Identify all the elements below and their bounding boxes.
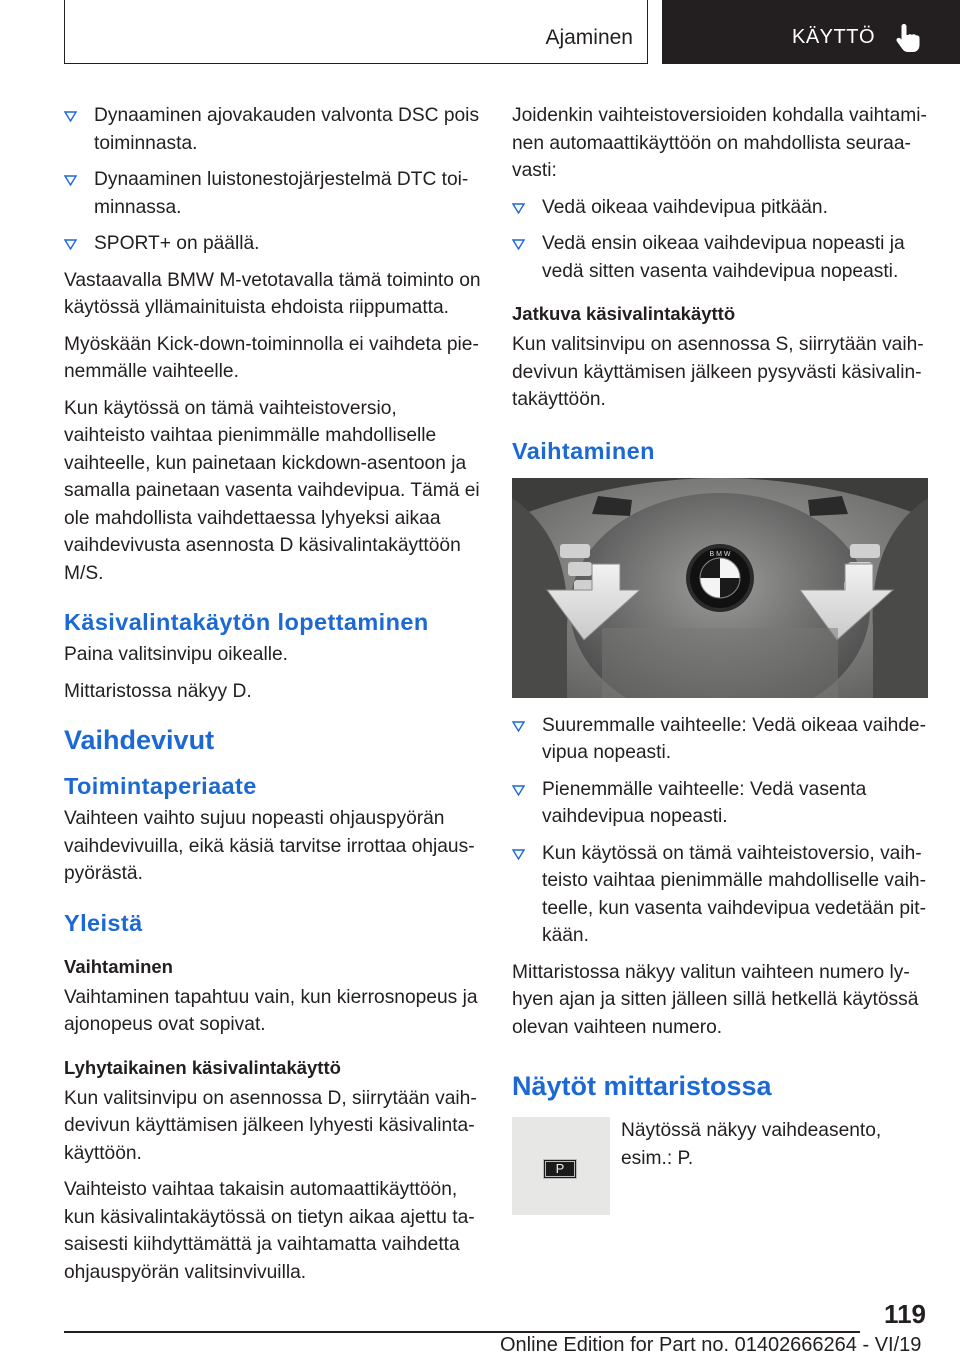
heading-shifting-right: Vaihtaminen	[512, 437, 655, 464]
paragraph: Paina valitsinvipu oikealle.	[64, 644, 288, 665]
triangle-bullet-icon	[64, 175, 77, 186]
list-item: Dynaaminen ajovakauden valvonta DSC pois toiminnasta.	[64, 102, 482, 157]
triangle-bullet-icon	[64, 239, 77, 250]
paragraph: Mittaristossa näkyy D.	[64, 680, 252, 702]
hand-pointer-icon	[894, 22, 922, 54]
heading-displays: Näytöt mittaristossa	[512, 1071, 772, 1101]
list-item: Kun käytössä on tämä vaihteistoversio, vaihteisto vaihtaa pienimmälle mahdolliselle vaihteelle, kun vasenta vaihdevipua vedetään pitkään.	[512, 840, 930, 950]
paragraph: Vastaavalla BMW M-vetotavalla tämä toiminto on käytössä yllämainituista ehdoista riippumatta.	[64, 269, 481, 318]
chapter-title: KÄYTTÖ	[792, 26, 876, 48]
heading-paddles: Vaihdevivut	[64, 725, 215, 755]
edition-footer: Online Edition for Part no. 01402666264 - VI/19	[500, 1334, 922, 1356]
right-column	[512, 102, 930, 1221]
triangle-bullet-icon	[512, 239, 525, 250]
heading-stop-manual-mode: Käsivalintakäytön lopettaminen	[64, 609, 429, 635]
paragraph: Vaihteen vaihto sujuu nopeasti ohjauspyörän vaihdevivuilla, eikä käsiä tarvitse irrottaa ohjauspyörästä.	[64, 808, 475, 884]
bmw-logo-text: B M W	[709, 550, 731, 558]
list-item: Suuremmalle vaihteelle: Vedä oikeaa vaihdevipua nopeasti.	[512, 712, 930, 767]
left-column	[64, 102, 482, 1295]
display-example	[512, 1117, 930, 1221]
heading-general: Yleistä	[64, 909, 143, 936]
list-item: SPORT+ on päällä.	[64, 230, 482, 258]
paragraph: Kun valitsinvipu on asennossa S, siirrytään vaihdevivun käyttämisen jälkeen pysyvästi käsivalintakäyttöön.	[512, 334, 924, 410]
list-item: Vedä ensin oikeaa vaihdevipua nopeasti ja vedä sitten vasenta vaihdevipua nopeasti.	[512, 230, 930, 285]
paragraph: Myöskään Kick-down-toiminnolla ei vaihdeta pienemmälle vaihteelle.	[64, 333, 479, 382]
list-item: Dynaaminen luistonestojärjestelmä DTC toiminnassa.	[64, 166, 482, 221]
paragraph: Mittaristossa näkyy valitun vaihteen numero lyhyen ajan ja sitten jälleen sillä hetkellä käytössä olevan vaihteen numero.	[512, 961, 919, 1038]
triangle-bullet-icon	[512, 849, 525, 860]
gear-indicator	[543, 1159, 577, 1179]
heading-short-manual: Lyhytaikainen käsivalintakäyttö	[64, 1056, 341, 1078]
paragraph: Vaihteisto vaihtaa takaisin automaattikäyttöön, kun käsivalintakäytössä on tietyn aikaa ajettu tasaisesti kiihdyttämättä ja vaihtamatta vaihdetta ohjauspyörän valitsinvivuilla.	[64, 1179, 475, 1283]
display-description: Näytössä näkyy vaihdeasento, esim.: P.	[621, 1120, 882, 1169]
triangle-bullet-icon	[512, 203, 525, 214]
footer-rule	[64, 1331, 860, 1333]
paragraph: Kun käytössä on tämä vaihteistoversio, vaihteisto vaihtaa pienimmälle mahdolliselle vaihteelle, kun painetaan kickdown-asentoon ja samalla painetaan vasenta vaihdevipua. Tämä ei ole mahdollista vaihdettaessa lyhyeksi aikaa vaihdevivusta asennosta D käsivalintakäyttöön M/S.	[64, 397, 480, 584]
triangle-bullet-icon	[512, 721, 525, 732]
chapter-tab	[662, 0, 960, 64]
page-number: 119	[884, 1299, 926, 1329]
paragraph: Joidenkin vaihteistoversioiden kohdalla vaihtaminen automaattikäyttöön on mahdollista seuraavasti:	[512, 105, 927, 181]
paragraph: Kun valitsinvipu on asennossa D, siirrytään vaihdevivun käyttämisen jälkeen lyhyesti käsivalintakäyttöön.	[64, 1087, 477, 1164]
triangle-bullet-icon	[64, 111, 77, 122]
steering-wheel-paddles-image	[512, 478, 928, 698]
list-item: Pienemmälle vaihteelle: Vedä vasenta vaihdevipua nopeasti.	[512, 776, 930, 831]
heading-principle: Toimintaperiaate	[64, 773, 257, 799]
running-header-box	[64, 0, 648, 64]
triangle-bullet-icon	[512, 785, 525, 796]
heading-continuous-manual: Jatkuva käsivalintakäyttö	[512, 303, 736, 324]
heading-shifting: Vaihtaminen	[64, 955, 173, 977]
instrument-display-image	[512, 1117, 610, 1215]
paragraph: Vaihtaminen tapahtuu vain, kun kierrosnopeus ja ajonopeus ovat sopivat.	[64, 986, 478, 1035]
section-title: Ajaminen	[545, 26, 633, 49]
gear-letter: P	[545, 1161, 575, 1177]
list-item: Vedä oikeaa vaihdevipua pitkään.	[512, 194, 930, 222]
